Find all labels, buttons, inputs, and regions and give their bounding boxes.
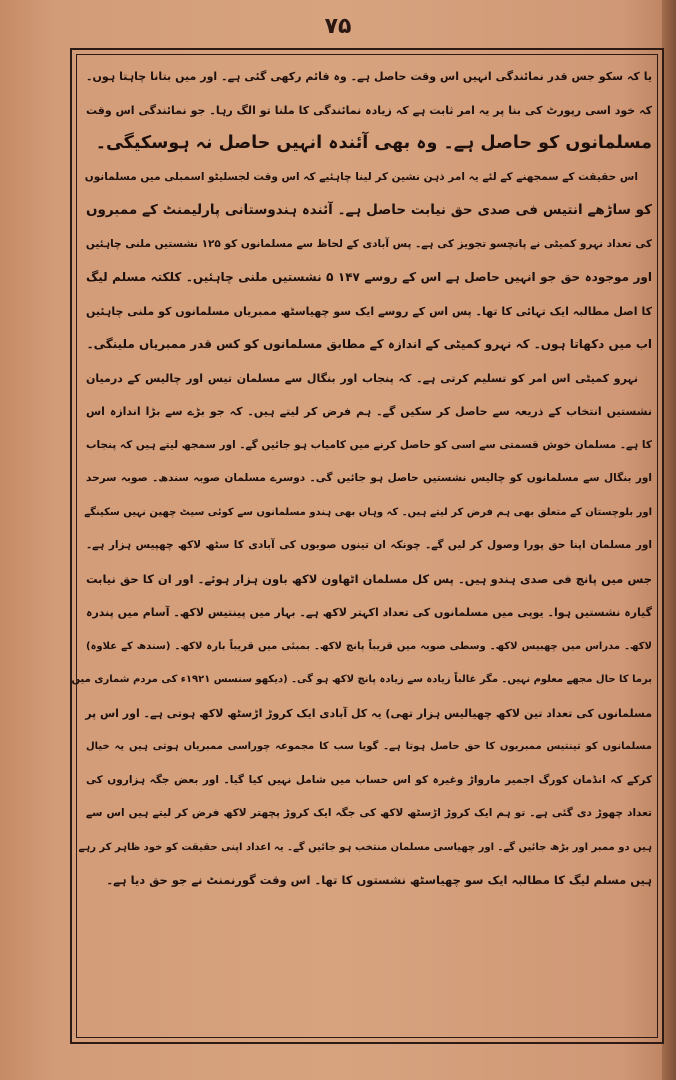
- text-line: اور مسلمان اپنا حق پورا وصول کر لیں گے۔ چونکہ ان تینوں صوبوں کی آبادی کا سٹھ لاکھ چھپیس ہزار ہے۔: [86, 539, 652, 551]
- text-line: کی تعداد نہرو کمیٹی نے پانچسو تجویز کی ہے۔ پس آبادی کے لحاظ سے مسلمانوں کو ۱۲۵ نشستیں ملنی چاہئیں: [85, 237, 652, 250]
- text-line: یا کہ سکو جس قدر نمائندگی انہیں اس وقت حاصل ہے۔ وہ قائم رکھی گئی ہے۔ اور میں بتانا چاہتا ہوں۔: [86, 70, 652, 83]
- text-line: کا ہے۔ مسلمان خوش قسمتی سے اسی کو حاصل کرنے میں کامیاب ہو جائیں گے۔ اور سمجھ لیتے ہیں کہ پنجاب: [85, 438, 652, 451]
- text-line: مسلمانوں کو تینتیس ممبریوں کا حق حاصل ہوتا ہے۔ گویا سب کا مجموعہ چوراسی ممبریاں ہوتی ہیں یہ خیال: [86, 741, 652, 752]
- text-line: کا اصل مطالبہ ایک تہائی کا تھا۔ پس اس کے روسے ایک سو چھیاسٹھ ممبریاں مسلمانوں کو ملنی چاہئیں: [86, 304, 652, 318]
- text-line: برما کا حال مجھے معلوم نہیں۔ مگر غالباً زیادہ سے زیادہ پانچ لاکھ ہو گی۔ (دیکھو سنسس ۱۹۲۱ء کی مردم شماری میں: [71, 674, 652, 685]
- text-line: اب میں دکھاتا ہوں۔ کہ نہرو کمیٹی کے اندازہ کے مطابق مسلمانوں کو کس قدر ممبریاں ملینگی۔: [86, 337, 652, 351]
- text-line: اس حقیقت کے سمجھنے کے لئے یہ امر ذہن نشین کر لینا چاہئیے کہ اس وقت لجسلیٹو اسمبلی میں مسلمانوں: [84, 170, 638, 183]
- text-line: کہ خود اسی رپورٹ کی بنا پر یہ امر ثابت ہے کہ زیادہ نمائندگی کا ملنا تو الگ رہا۔ جو نمائندگی اس وقت: [86, 103, 652, 117]
- body-text: [71, 60, 652, 1032]
- text-line: اور موجودہ حق جو انہیں حاصل ہے اس کے روسے ۱۴۷ ۵ نشستیں ملنی چاہئیں۔ کلکتہ مسلم لیگ: [86, 270, 652, 284]
- text-line: مسلمانوں کو حاصل ہے۔ وہ بھی آئندہ انہیں حاصل نہ ہوسکیگی۔: [95, 133, 652, 153]
- text-line: نشستیں انتخاب کے ذریعہ سے حاصل کر سکیں گے۔ ہم فرض کر لیتے ہیں۔ کہ جو بڑے سے بڑا اندازہ اس: [86, 405, 652, 418]
- text-line: ہیں مسلم لیگ کا مطالبہ ایک سو چھیاسٹھ نشستوں کا تھا۔ اس وقت گورنمنٹ نے جو حق دیا ہے۔: [106, 873, 652, 887]
- text-line: مسلمانوں کی تعداد تین لاکھ چھیالیس ہزار تھی) یہ کل آبادی ایک کروڑ اڑسٹھ لاکھ ہوتی ہے۔ اور اس پر: [85, 706, 652, 720]
- text-line: جس میں پانچ فی صدی ہندو ہیں۔ پس کل مسلمان اٹھاون لاکھ باون ہزار ہوئے۔ اور ان کا حق نیابت: [86, 571, 652, 586]
- book-binding-edge: [662, 0, 676, 1080]
- text-line: اور بنگال سے مسلمانوں کو چالیس نشستیں حاصل ہو جائیں گی۔ دوسرے مسلمان صوبہ سندھ۔ صوبہ سرحد: [86, 472, 652, 484]
- page-number: ۷۵: [324, 14, 352, 39]
- text-line: لاکھ۔ مدراس میں چھبیس لاکھ۔ وسطی صوبہ میں قریباً پانچ لاکھ۔ بمبئی میں قریباً بارہ لاکھ۔ (سندھ کے علاوہ): [86, 640, 652, 652]
- text-line: اور بلوچستان کے متعلق بھی ہم فرض کر لیتے ہیں۔ کہ وہاں بھی ہندو مسلمانوں سے کوئی سیٹ چھین نہیں سکینگے: [84, 506, 652, 518]
- text-line: تعداد چھوڑ دی گئی ہے۔ تو ہم ایک کروڑ اڑسٹھ لاکھ کی جگہ ایک کروڑ پچھتر لاکھ فرض کر لیتے ہیں اس سے: [86, 807, 652, 819]
- text-line: ہیں دو ممبر اور بڑھ جائیں گے۔ اور چھیاسی مسلمان منتخب ہو جائیں گے۔ یہ اعداد اپنی حقیقت کو خود ظاہر کر رہے: [78, 841, 652, 853]
- text-line: گیارہ نشستیں ہوا۔ یوپی میں مسلمانوں کی تعداد اکہتر لاکھ ہے۔ بہار میں پینتیس لاکھ۔ آسام میں پندرہ: [86, 606, 652, 619]
- text-line: نہرو کمیٹی اس امر کو تسلیم کرتی ہے۔ کہ پنجاب اور بنگال سے مسلمان تیس اور چالیس کے درمیان: [86, 371, 638, 385]
- text-line: کو ساڑھے انتیس فی صدی حق نیابت حاصل ہے۔ آئندہ ہندوستانی پارلیمنٹ کے ممبروں: [86, 202, 652, 218]
- text-line: کرکے کہ انڈمان کورگ اجمیر مارواڑ وغیرہ کو اس حساب میں شامل نہیں کیا گیا۔ اور بعض جگہ ہزاروں کی: [86, 773, 652, 786]
